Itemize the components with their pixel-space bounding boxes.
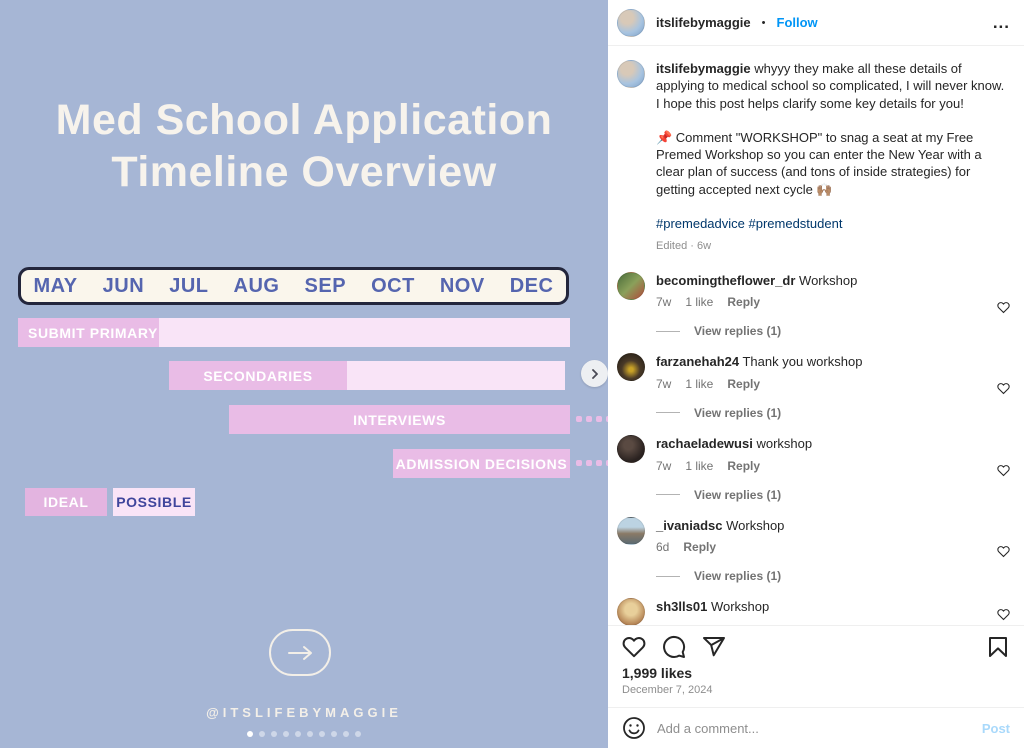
post-detail-panel <box>608 0 1024 748</box>
view-replies-label[interactable]: View replies (1) <box>694 487 782 502</box>
view-replies-button[interactable] <box>656 406 986 420</box>
ideal-segment <box>393 449 570 478</box>
comment-input[interactable] <box>657 721 971 736</box>
caption-hashtags[interactable]: #premedadvice #premedstudent <box>656 215 843 231</box>
timeline-bar-submit-primary <box>18 318 570 347</box>
reply-button[interactable]: Reply <box>727 376 761 391</box>
view-replies-label[interactable]: View replies (1) <box>694 569 782 584</box>
view-replies-button[interactable] <box>656 324 986 338</box>
bar-label: SECONDARIES <box>203 367 313 384</box>
comment-time: 7w <box>656 376 672 391</box>
smiley-icon <box>622 716 646 740</box>
bar-label: SUBMIT PRIMARY <box>28 324 158 341</box>
view-replies-label[interactable]: View replies (1) <box>694 405 782 420</box>
save-button[interactable] <box>986 635 1010 659</box>
reply-button[interactable]: Reply <box>727 295 761 310</box>
image-title-line2: Timeline Overview <box>111 148 497 197</box>
timeline-bar-interviews <box>229 405 570 434</box>
comment-like-button[interactable] <box>997 605 1010 625</box>
legend-ideal: IDEAL <box>25 488 107 516</box>
comment-like-button[interactable] <box>997 279 1010 339</box>
reply-button[interactable]: Reply <box>727 458 761 473</box>
heart-icon <box>997 382 1010 395</box>
share-button[interactable] <box>702 635 726 659</box>
replies-divider-line <box>656 412 680 413</box>
comment-username[interactable]: rachaeladewusi <box>656 435 753 451</box>
continuation-dots <box>576 416 608 422</box>
heart-icon <box>997 464 1010 477</box>
comment-username[interactable]: sh3lls01 <box>656 599 708 615</box>
separator-dot: • <box>761 16 766 29</box>
comment-username[interactable]: farzanehah24 <box>656 354 740 370</box>
ideal-segment <box>18 318 159 347</box>
replies-divider-line <box>656 494 680 495</box>
month-label: MAY <box>33 274 78 297</box>
comment-time: 6d <box>656 540 670 555</box>
month-label: AUG <box>233 274 280 297</box>
month-label: OCT <box>371 274 415 297</box>
month-label: NOV <box>439 274 485 297</box>
caption-paragraph-1: whyyy they make all these details of applying to medical school so complicated, I will never know. I hope this post helps clarify some key details for you! <box>656 61 1005 111</box>
emoji-button[interactable] <box>622 716 646 740</box>
comment-row <box>608 427 1024 509</box>
avatar[interactable] <box>617 272 645 300</box>
month-label: SEP <box>304 274 347 297</box>
like-button[interactable] <box>622 635 646 659</box>
author-username[interactable]: itslifebymaggie <box>656 15 751 30</box>
month-label: JUL <box>169 274 209 297</box>
replies-divider-line <box>656 331 680 332</box>
bookmark-icon <box>986 635 1010 659</box>
more-options-icon[interactable]: ... <box>992 12 1010 32</box>
paper-plane-icon <box>702 635 726 659</box>
comment-text: Thank you workshop <box>742 354 863 370</box>
replies-divider-line <box>656 576 680 577</box>
caption-username[interactable]: itslifebymaggie <box>656 61 751 76</box>
comment-time: 7w <box>656 458 672 473</box>
ideal-segment <box>169 361 347 390</box>
comment-text: Workshop <box>799 272 858 288</box>
comment-text: Workshop <box>710 599 770 615</box>
comment-likes[interactable]: 1 like <box>685 376 714 391</box>
bar-label: INTERVIEWS <box>353 411 446 428</box>
avatar[interactable] <box>617 9 645 37</box>
comment-text: Workshop <box>726 517 785 533</box>
caption <box>608 46 1024 264</box>
comment-button[interactable] <box>662 635 686 659</box>
caption-text <box>656 60 1010 254</box>
caption-paragraph-2: 📌 Comment "WORKSHOP" to snag a seat at my Free Premed Workshop so you can enter the New Year with a clear plan of success (and tons of inside strategies) for getting accepted next cycle 🙌🏽 <box>656 129 982 197</box>
comment-time: 7w <box>656 295 672 310</box>
comment-username[interactable]: _ivaniadsc <box>656 517 723 533</box>
avatar[interactable] <box>617 435 645 463</box>
comment-row <box>608 590 1024 625</box>
comment-like-button[interactable] <box>997 442 1010 502</box>
chevron-right-icon <box>590 369 600 379</box>
reply-button[interactable]: Reply <box>683 540 717 555</box>
timeline-bar-admission-decisions <box>393 449 570 478</box>
carousel-next-button[interactable] <box>581 360 608 387</box>
next-slide-arrow-pill <box>269 629 331 676</box>
view-replies-button[interactable] <box>656 569 986 583</box>
post-header <box>608 0 1024 46</box>
image-title <box>0 94 608 199</box>
heart-icon <box>997 301 1010 314</box>
avatar[interactable] <box>617 353 645 381</box>
comment-text: workshop <box>756 435 813 451</box>
carousel-pagination-dots <box>0 731 608 737</box>
comment-bubble-icon <box>662 635 686 659</box>
legend-possible: POSSIBLE <box>113 488 195 516</box>
author-handle: @ITSLIFEBYMAGGIE <box>206 705 402 720</box>
comment-row <box>608 509 1024 591</box>
post-comment-button[interactable]: Post <box>981 720 1010 736</box>
timeline-bar-secondaries <box>169 361 565 390</box>
possible-segment <box>159 318 570 347</box>
comment-likes[interactable]: 1 like <box>685 295 714 310</box>
post-footer <box>608 625 1024 748</box>
avatar[interactable] <box>617 60 645 88</box>
action-bar <box>608 626 1024 663</box>
heart-icon <box>997 545 1010 558</box>
comment-likes[interactable]: 1 like <box>685 458 714 473</box>
avatar[interactable] <box>617 598 645 625</box>
right-arrow-icon <box>287 645 313 661</box>
view-replies-button[interactable] <box>656 488 986 502</box>
ideal-segment <box>229 405 570 434</box>
month-label: DEC <box>509 274 554 297</box>
comment-like-button[interactable] <box>997 524 1010 584</box>
bar-label: ADMISSION DECISIONS <box>395 455 568 472</box>
edited-timestamp: Edited · 6w <box>656 240 712 253</box>
post-date: December 7, 2024 <box>622 684 713 696</box>
comment-username[interactable]: becomingtheflower_dr <box>656 272 796 288</box>
comments-scroll-area[interactable] <box>608 46 1024 625</box>
timeline-months-axis <box>18 267 569 305</box>
add-comment-bar <box>608 707 1024 748</box>
comment-like-button[interactable] <box>997 360 1010 420</box>
heart-icon <box>622 635 646 659</box>
view-replies-label[interactable]: View replies (1) <box>694 324 782 339</box>
likes-count[interactable]: 1,999 likes <box>622 665 693 681</box>
possible-segment <box>347 361 565 390</box>
comment-row <box>608 345 1024 427</box>
continuation-dots <box>576 460 608 466</box>
follow-button[interactable]: Follow <box>776 15 818 30</box>
heart-icon <box>997 608 1010 621</box>
avatar[interactable] <box>617 517 645 545</box>
month-label: JUN <box>102 274 145 297</box>
comment-row <box>608 264 1024 346</box>
image-title-line1: Med School Application <box>55 96 553 144</box>
